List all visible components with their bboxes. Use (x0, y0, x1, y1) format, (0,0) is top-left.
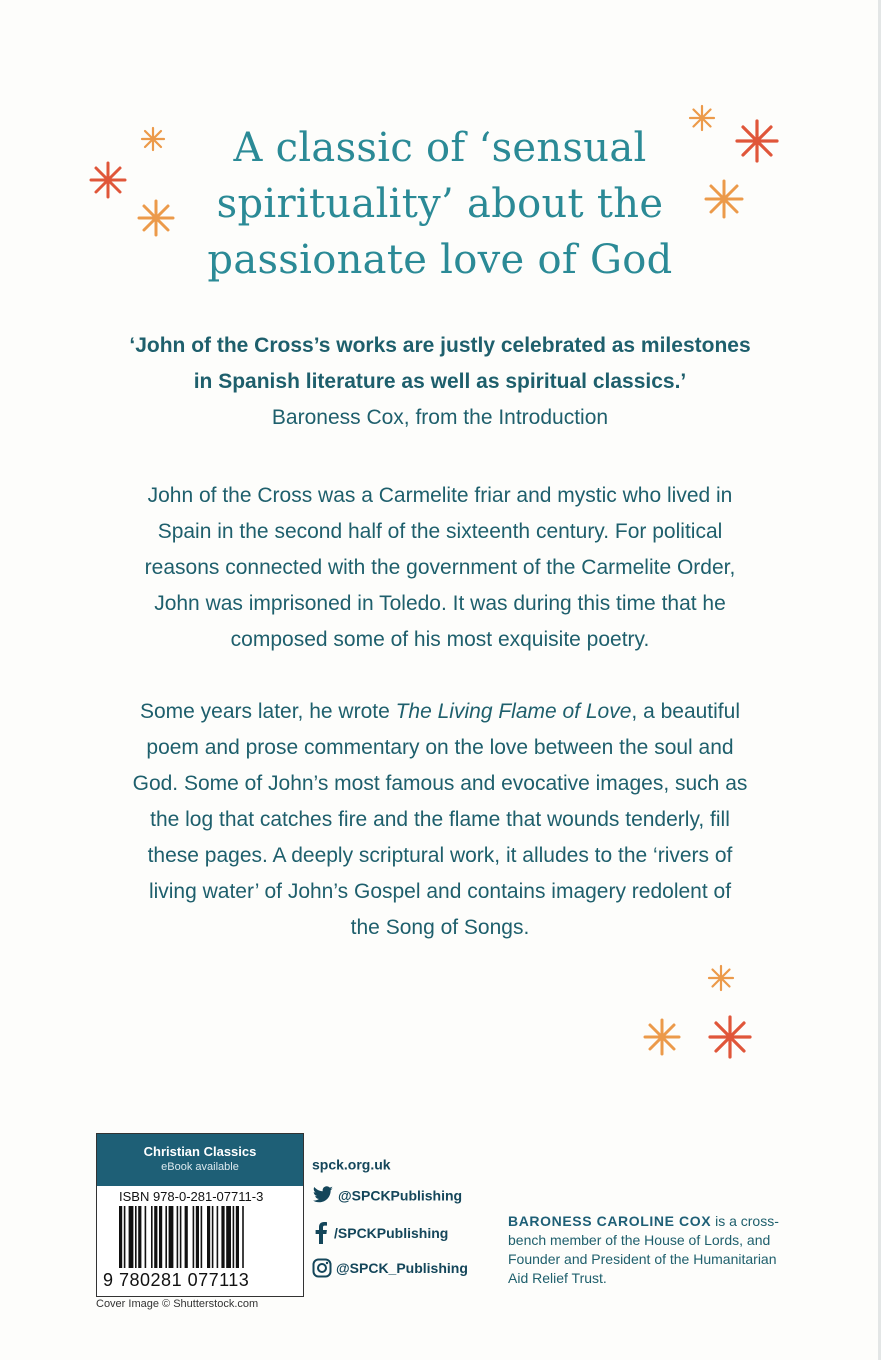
paragraph-line: Spain in the second half of the sixteenth century. For political (157, 520, 723, 543)
author-bio (508, 1212, 798, 1288)
barcode-digits: 9 780281 077113 (103, 1270, 250, 1290)
twitter-link[interactable] (312, 1186, 462, 1204)
paragraph-line: God. Some of John’s most famous and evocative images, such as (132, 772, 748, 795)
instagram-handle: @SPCK_Publishing (336, 1260, 468, 1276)
paragraph-line (60, 694, 820, 730)
paragraph-line: living water’ of John’s Gospel and contains imagery redolent of (148, 880, 732, 903)
barcode-panel (96, 1133, 304, 1297)
author-bio-text: is a cross-bench member of the House of Lords, and Founder and President of the Humanitarian Aid Relief Trust. (508, 1213, 779, 1286)
headline-line: passionate love of God (207, 237, 673, 283)
instagram-link[interactable] (312, 1258, 468, 1278)
text-fragment: Some years later, he wrote (139, 700, 396, 723)
paragraph-2 (60, 694, 820, 946)
star-decoration-icon (88, 160, 128, 200)
instagram-icon (312, 1258, 332, 1278)
paragraph-line: the log that catches fire and the flame that wounds tenderly, fill (150, 808, 730, 831)
quote-line: in Spanish literature as well as spiritual classics.’ (193, 370, 687, 393)
headline (160, 120, 720, 288)
author-name: BARONESS CAROLINE COX (508, 1213, 712, 1229)
quote-line: ‘John of the Cross’s works are justly celebrated as milestones (129, 334, 751, 357)
headline-line: spirituality’ about the (216, 181, 664, 227)
series-label (97, 1134, 303, 1186)
barcode-icon (117, 1206, 283, 1268)
cover-credit: Cover Image © Shutterstock.com (96, 1298, 259, 1310)
paragraph-line: reasons connected with the government of the Carmelite Order, (144, 556, 736, 579)
website-text: spck.org.uk (312, 1156, 391, 1173)
twitter-handle: @SPCKPublishing (338, 1187, 463, 1204)
series-name: Christian Classics (143, 1144, 257, 1159)
paragraph-line: poem and prose commentary on the love between the soul and (146, 736, 734, 759)
pull-quote (60, 328, 820, 436)
star-decoration-icon (642, 1017, 682, 1057)
twitter-icon (312, 1186, 334, 1204)
paragraph-1 (60, 478, 820, 658)
text-fragment: , a beautiful (631, 700, 740, 723)
isbn-label: ISBN 978-0-281-07711-3 (119, 1189, 264, 1204)
book-title: The Living Flame of Love (395, 700, 632, 723)
facebook-handle: /SPCKPublishing (334, 1225, 449, 1241)
headline-line: A classic of ‘sensual (233, 125, 647, 171)
blurb (60, 478, 820, 946)
quote-attribution: Baroness Cox, from the Introduction (271, 406, 609, 429)
star-decoration-icon (707, 1014, 753, 1060)
star-decoration-icon (707, 964, 735, 992)
website-link[interactable] (312, 1155, 391, 1172)
paragraph-line: composed some of his most exquisite poetry. (230, 628, 650, 651)
facebook-link[interactable] (312, 1222, 448, 1244)
paragraph-line: John was imprisoned in Toledo. It was during this time that he (154, 592, 726, 615)
paragraph-line: John of the Cross was a Carmelite friar and mystic who lived in (147, 484, 733, 507)
ebook-note: eBook available (161, 1161, 239, 1173)
star-decoration-icon (734, 118, 780, 164)
paragraph-line: these pages. A deeply scriptural work, it alludes to the ‘rivers of (147, 844, 733, 867)
facebook-icon (312, 1222, 330, 1244)
paragraph-line: the Song of Songs. (350, 916, 530, 939)
